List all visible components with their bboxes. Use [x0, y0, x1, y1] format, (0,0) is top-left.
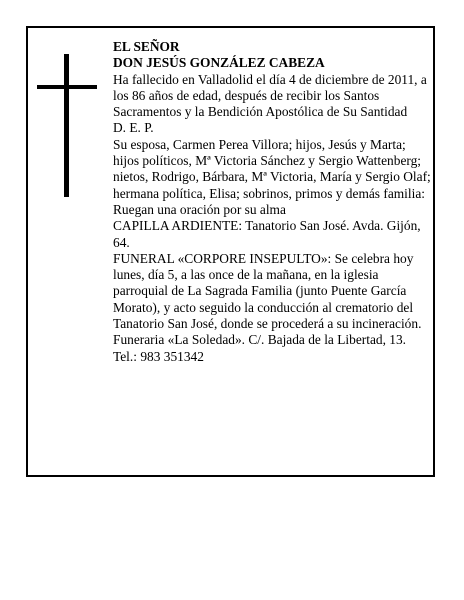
obituary-text — [113, 39, 431, 365]
funeral-info: FUNERAL «CORPORE INSEPULTO»: Se celebra hoy lunes, día 5, a las once de la mañana, en la iglesia parroquial de La Sagrada Familia (junto Puente García Morato), y acto seguido la conducción al crematorio del Tanatorio San José, donde se procederá a su incineración. — [113, 250, 422, 332]
prayer-request: Ruegan una oración por su alma — [113, 201, 286, 217]
chapel-info: CAPILLA ARDIENTE: Tanatorio San José. Avda. Gijón, 64. — [113, 218, 421, 250]
funeral-home-info: Funeraria «La Soledad». C/. Bajada de la Libertad, 13. Tel.: 983 351342 — [113, 332, 407, 364]
rip-abbreviation: D. E. P. — [113, 120, 154, 136]
deceased-name: DON JESÚS GONZÁLEZ CABEZA — [113, 55, 325, 71]
cross-vertical-bar — [64, 54, 69, 197]
cross-horizontal-bar — [37, 85, 97, 89]
death-announcement: Ha fallecido en Valladolid el día 4 de diciembre de 2011, a los 86 años de edad, después de recibir los Santos Sacramentos y la Bendición Apostólica de Su Santidad — [113, 71, 427, 120]
family-list: Su esposa, Carmen Perea Villora; hijos, Jesús y Marta; hijos políticos, Mª Victoria Sánchez y Sergio Wattenberg; nietos, Rodrigo, Bárbara, Mª Victoria, María y Sergio Olaf; hermana política, Elisa; sobrinos, primos y demás familia: — [113, 136, 431, 201]
heading-line-1: EL SEÑOR — [113, 39, 180, 54]
